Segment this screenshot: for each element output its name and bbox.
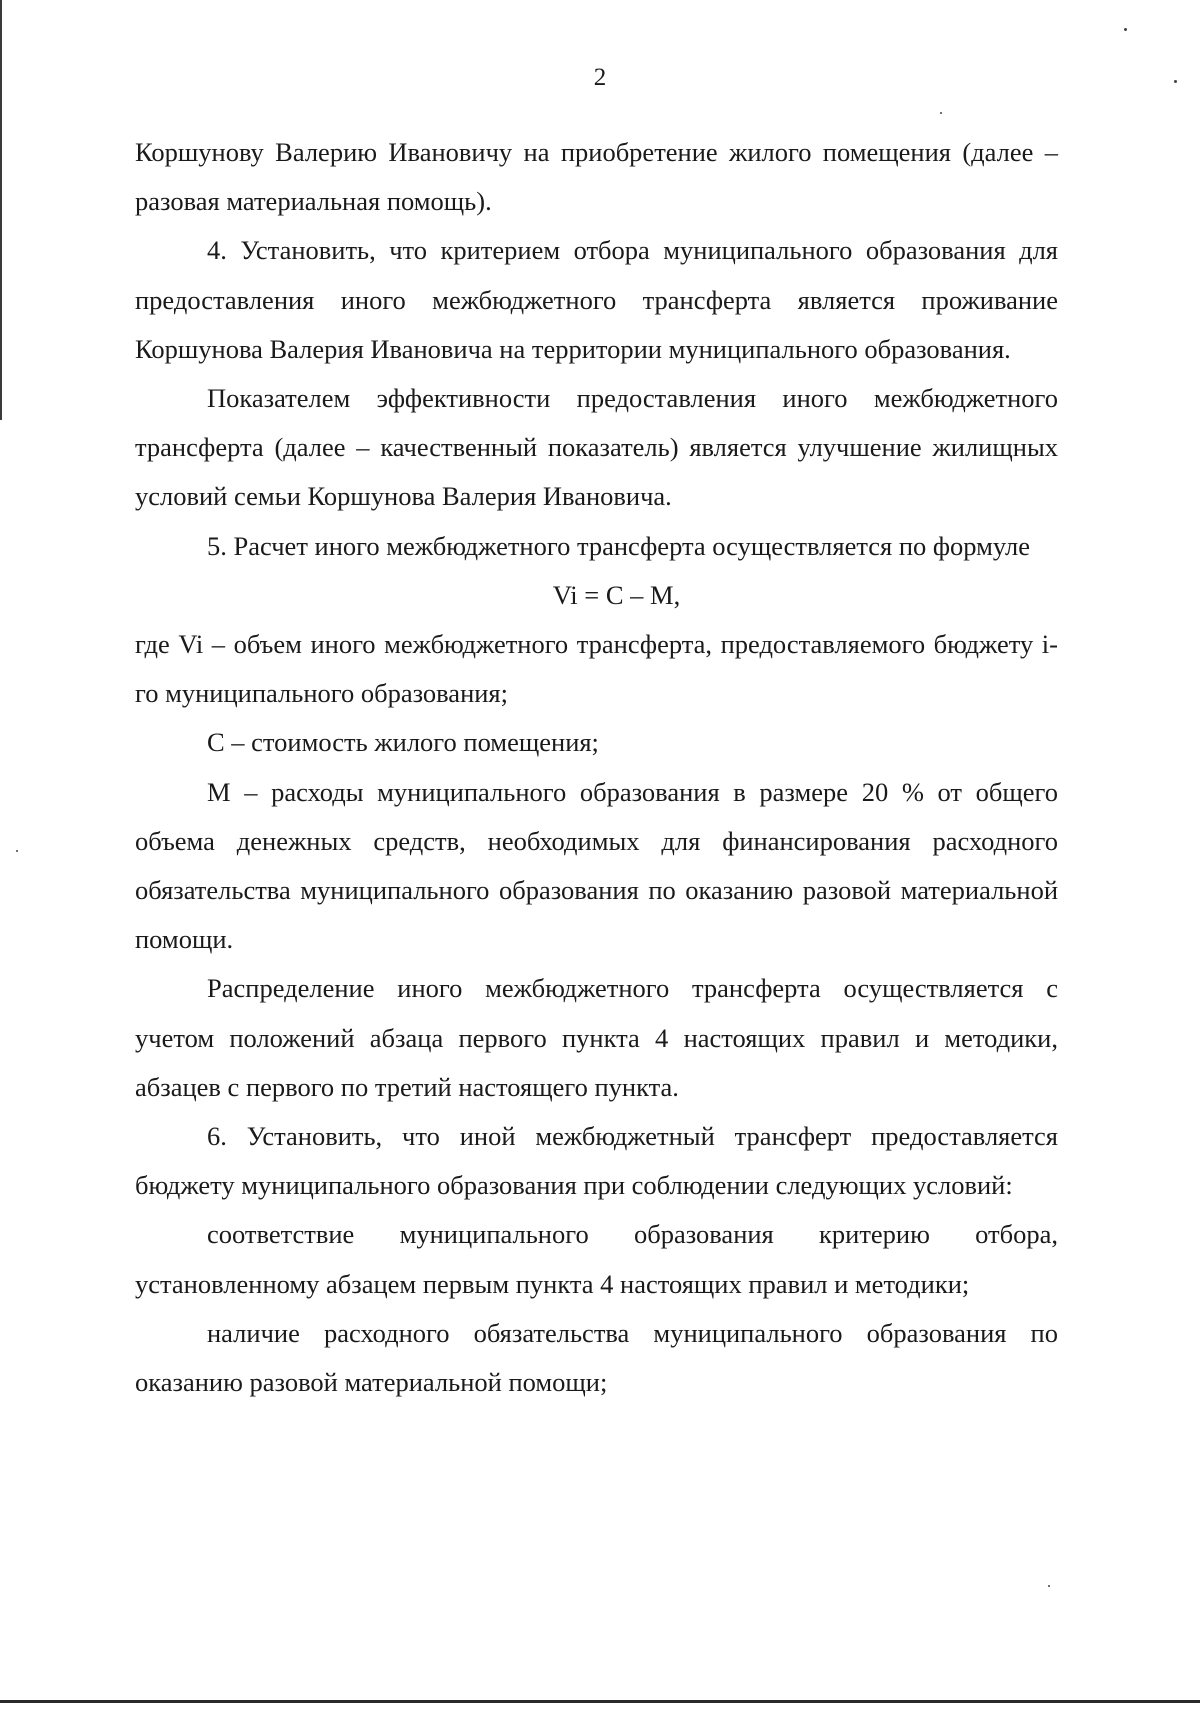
scan-speck — [1048, 1585, 1050, 1587]
scan-speck — [1124, 28, 1127, 31]
paragraph-formula-m: M – расходы муниципального образования в размере 20 % от общего объема денежных средств, необходимых для финансирования расходного обязательства муниципального образования по оказанию разовой материальной помощи. — [135, 776, 1058, 955]
paragraph-item-5-calculation: 5. Расчет иного межбюджетного трансферта осуществляется по формуле — [207, 530, 1030, 561]
paragraph-item-6-conditions: 6. Установить, что иной межбюджетный трансферт предоставляется бюджету муниципального образования при соблюдении следующих условий: — [135, 1121, 1058, 1201]
paragraph-distribution: Распределение иного межбюджетного трансферта осуществляется с учетом положений абзаца первого пункта 4 настоящих правил и методики, абзацев с первого по третий настоящего пункта. — [135, 973, 1058, 1102]
paragraph-recipient: Коршунову Валерию Ивановичу на приобретение жилого помещения (далее – разовая материальная помощь). — [135, 137, 1058, 217]
paragraph-item-4-criterion: 4. Установить, что критерием отбора муниципального образования для предоставления иного межбюджетного трансферта является проживание Коршунова Валерия Ивановича на территории муниципального образования. — [135, 235, 1058, 364]
formula: Vi = C – M, — [552, 579, 681, 610]
scan-speck — [940, 112, 942, 114]
scan-speck — [1174, 80, 1177, 83]
scan-left-edge — [0, 0, 2, 420]
paragraph-condition-criterion: соответствие муниципального образования критерию отбора, установленному абзацем первым пункта 4 настоящих правил и методики; — [135, 1219, 1058, 1299]
scan-bottom-edge — [0, 1700, 1200, 1703]
scan-speck — [16, 850, 18, 852]
paragraph-efficiency-indicator: Показателем эффективности предоставления иного межбюджетного трансферта (далее – качественный показатель) является улучшение жилищных условий семьи Коршунова Валерия Ивановича. — [135, 383, 1058, 512]
paragraph-formula-c: C – стоимость жилого помещения; — [207, 727, 599, 758]
paragraph-formula-vi: где Vi – объем иного межбюджетного трансферта, предоставляемого бюджету i-го муниципального образования; — [135, 629, 1058, 709]
document-body — [135, 128, 1058, 1407]
page-number: 2 — [593, 64, 607, 91]
paragraph-condition-obligation: наличие расходного обязательства муниципального образования по оказанию разовой материальной помощи; — [135, 1317, 1058, 1398]
